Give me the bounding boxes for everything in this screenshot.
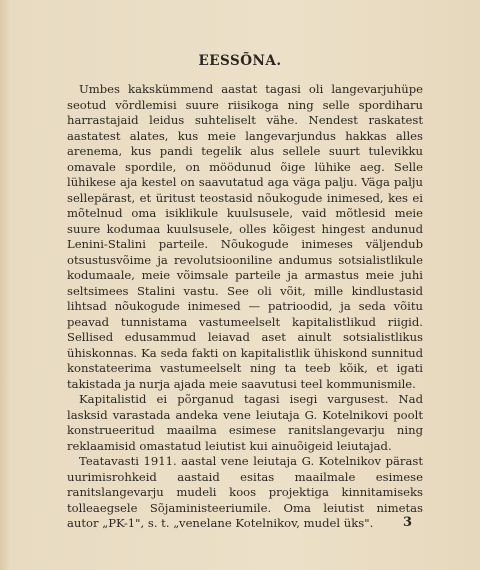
page-title: EESSÕNA. <box>198 53 282 69</box>
body-text <box>67 82 423 532</box>
paragraph-1: Umbes kakskümmend aastat tagasi oli langevarjuhüpe seotud võrdlemisi suure riisikoga ning selle spordiharu harrastajaid leidus suhteliselt vähe. Nendest raskatest aastatest alates, kus meie langevarjundus hakkas alles arenema, kus pandi tegelik alus sellele suurt tulevikku omavale spordile, on möödunud õige lühike aeg. Selle lühikese aja kestel on saavutatud aga väga palju. Väga palju sellepärast, et üritust teostasid nõukogude inimesed, kes ei mõtelnud oma isiklikule kuulsusele, vaid mõtlesid meie suure kodumaa kuulsusele, olles kõigest hingest andunud Lenini-Stalini parteile. Nõukogude inimeses väljendub otsustusvõime ja revolutsiooniline andumus sotsialistlikule kodumaale, meie võimsale parteile ja armastus meie juhi seltsimees Stalini vastu. See oli võit, mille kindlustasid lihtsad nõukogude inimesed — patrioodid, ja seda võitu peavad tunnistama vastumeelselt kapitalistlikud riigid. Sellised edusammud leiavad aset ainult sotsialistlikus ühiskonnas. Ka seda fakti on kapitalistlik ühiskond sunnitud konstateerima vastumeelselt ning ta teeb kõik, et igati takistada ja nurja ajada meie saavutusi teel kommunismile. <box>67 82 423 391</box>
paragraph-3: Teatavasti 1911. aastal vene leiutaja G. Kotelnikov pärast uurimisrohkeid aastaid esitas maailmale esimese ranitslangevarju mudeli koos projektiga kinnitamiseks tolleaegsele Sõjaministeeriumile. Oma leiutist nimetas autor „PK-1", s. t. „venelane Kotelnikov, mudel üks". <box>67 454 423 530</box>
paragraph-2: Kapitalistid ei põrganud tagasi isegi vargusest. Nad lasksid varastada andeka vene leiutaja G. Kotelnikovi poolt konstrueeritud maailma esimese ranitslangevarju ning reklaamisid omastatud leiutist kui ainuõigeid leiutajad. <box>67 392 423 453</box>
page-number: 3 <box>403 515 413 530</box>
